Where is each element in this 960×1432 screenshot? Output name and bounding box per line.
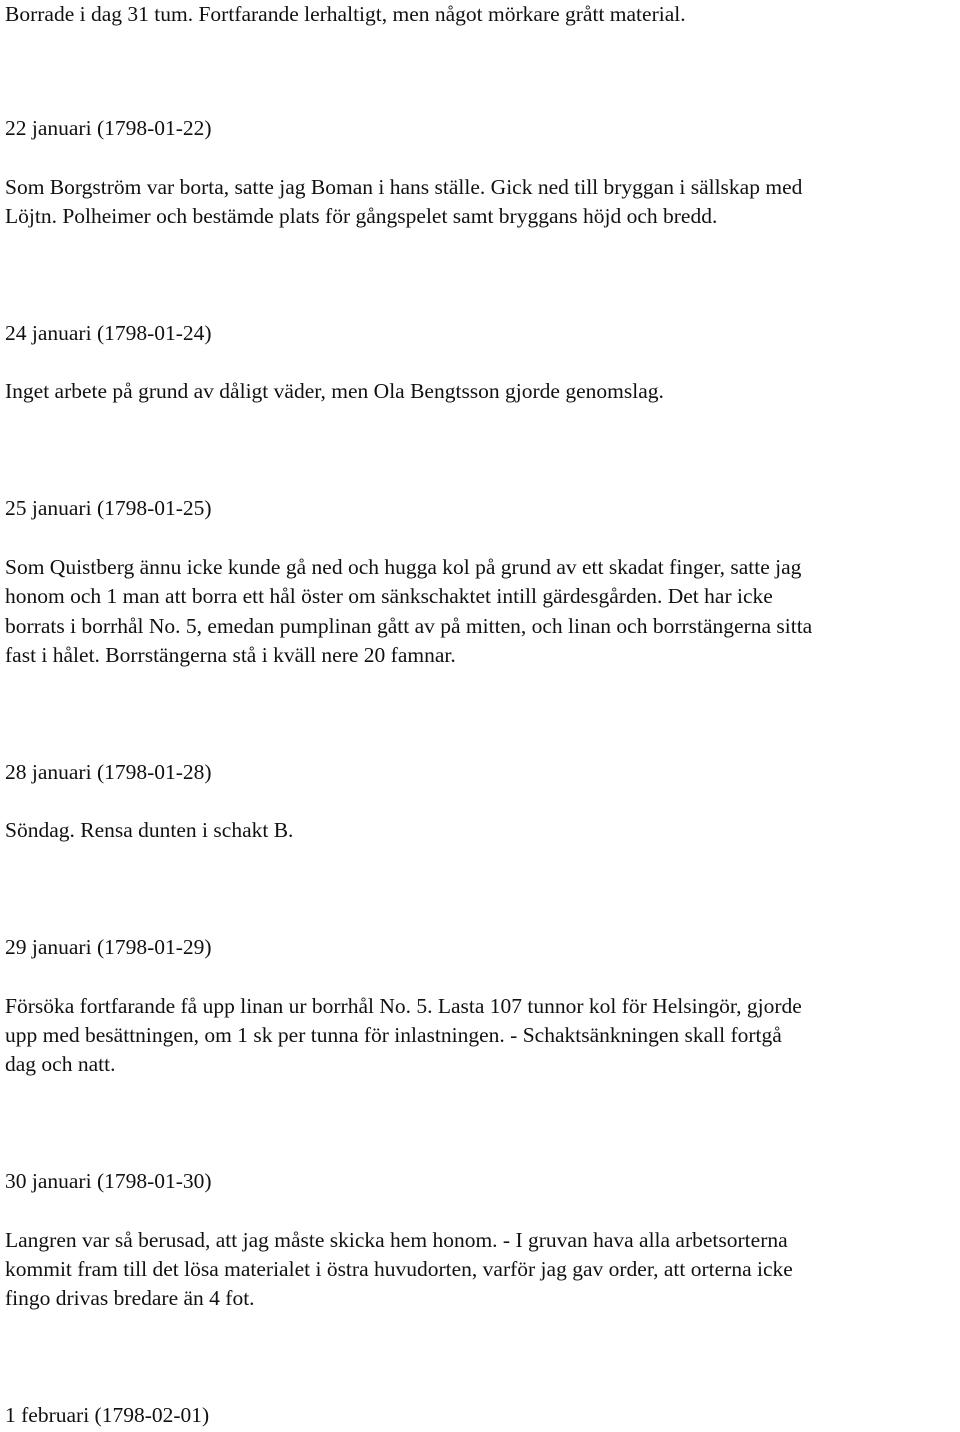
entry-text-line: kommit fram till det lösa materialet i östra huvudorten, varför jag gav order, att orterna icke xyxy=(5,1257,793,1281)
entry-date-0124: 24 januari (1798-01-24) xyxy=(5,321,212,345)
entry-text-line: Inget arbete på grund av dåligt väder, men Ola Bengtsson gjorde genomslag. xyxy=(5,379,664,403)
entry-text-line: Löjtn. Polheimer och bestämde plats för gångspelet samt bryggans höjd och bredd. xyxy=(5,204,718,228)
entry-date-0129: 29 januari (1798-01-29) xyxy=(5,935,212,959)
entry-text-line: honom och 1 man att borra ett hål öster om sänkschaktet intill gärdesgården. Det har icke xyxy=(5,584,773,608)
entry-date-0125: 25 januari (1798-01-25) xyxy=(5,496,212,520)
entry-text-line: Som Quistberg ännu icke kunde gå ned och hugga kol på grund av ett skadat finger, satte jag xyxy=(5,555,802,579)
entry-date-0122: 22 januari (1798-01-22) xyxy=(5,116,212,140)
entry-text-line: borrats i borrhål No. 5, emedan pumplinan gått av på mitten, och linan och borrstängerna sitta xyxy=(5,614,813,638)
intro-text: Borrade i dag 31 tum. Fortfarande lerhaltigt, men något mörkare grått material. xyxy=(5,2,686,26)
entry-date-0128: 28 januari (1798-01-28) xyxy=(5,760,212,784)
entry-date-0130: 30 januari (1798-01-30) xyxy=(5,1169,212,1193)
entry-date-0201: 1 februari (1798-02-01) xyxy=(5,1403,210,1427)
entry-text-line: Som Borgström var borta, satte jag Boman i hans ställe. Gick ned till bryggan i sällskap med xyxy=(5,175,803,199)
entry-text-line: Söndag. Rensa dunten i schakt B. xyxy=(5,818,294,842)
entry-text-line: fingo drivas bredare än 4 fot. xyxy=(5,1286,255,1310)
entry-text-line: upp med besättningen, om 1 sk per tunna för inlastningen. - Schaktsänkningen skall fortgå xyxy=(5,1023,782,1047)
entry-text-line: Försöka fortfarande få upp linan ur borrhål No. 5. Lasta 107 tunnor kol för Helsingör, gjorde xyxy=(5,994,802,1018)
entry-text-line: fast i hålet. Borrstängerna stå i kväll nere 20 famnar. xyxy=(5,643,456,667)
entry-text-line: Langren var så berusad, att jag måste skicka hem honom. - I gruvan hava alla arbetsorterna xyxy=(5,1228,788,1252)
entry-text-line: dag och natt. xyxy=(5,1052,116,1076)
